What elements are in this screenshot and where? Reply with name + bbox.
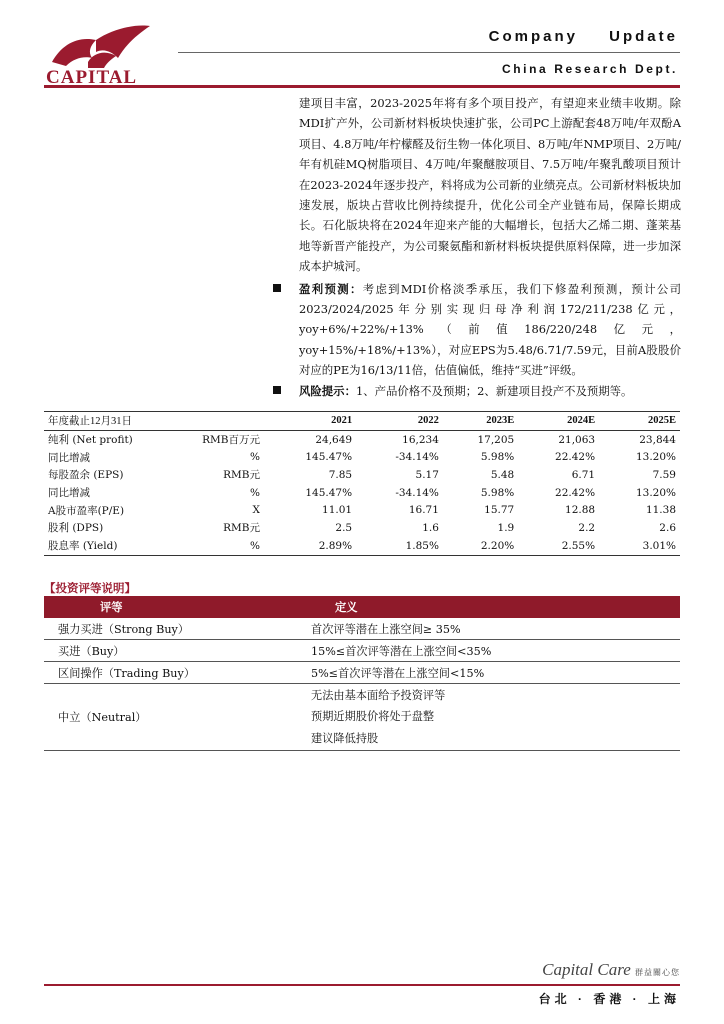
cell-value: 11.38 <box>645 504 676 517</box>
footer-cities: 台北 · 香港 · 上海 <box>538 992 680 1006</box>
cell-value: 5.98% <box>480 451 515 464</box>
definition-line: 无法由基本面给予投资评等 <box>311 688 446 702</box>
financial-header-row <box>44 412 680 431</box>
cell-value: 7.59 <box>652 468 676 481</box>
rating-row <box>44 662 680 684</box>
cell-value: -34.14% <box>395 486 439 499</box>
row-label: 纯利 (Net profit) <box>48 434 133 447</box>
row-label: 股利 (DPS) <box>48 522 104 535</box>
fiscal-year-label: 年度截止12月31日 <box>44 412 194 431</box>
table-row <box>44 430 680 448</box>
unit-header <box>194 412 264 431</box>
cell-value: 3.01% <box>599 537 680 555</box>
year-header: 2023E <box>443 412 518 431</box>
cell-value: 2.5 <box>335 521 353 534</box>
year-header: 2025E <box>599 412 680 431</box>
cell-value: 15.77 <box>484 504 515 517</box>
cell-value: 5.98% <box>480 486 515 499</box>
row-unit: X <box>252 504 260 517</box>
rating-definitions-table <box>44 596 680 751</box>
cell-value: 145.47% <box>305 451 353 464</box>
footer-brand <box>542 960 680 980</box>
row-unit: RMB元 <box>223 522 260 535</box>
bullet-square-icon <box>273 284 281 292</box>
rating-definition <box>297 684 680 751</box>
cell-value: 2.20% <box>443 537 518 555</box>
row-unit: % <box>194 537 264 555</box>
footer-red-rule <box>44 984 680 986</box>
earnings-forecast-text: 考虑到MDI价格淡季承压，我们下修盈利预测，预计公司2023/2024/2025年分别实现归母净利润172/211/238亿元，yoy+6%/+22%/+13%（前值186/220/248亿元，yoy+15%/+18%/+13%），对应EPS为5.48/6.71/7.59元，目前A股股价对应的PE为16/13/11倍，估值偏低，维持“买进”评级。 <box>299 281 681 378</box>
rating-header-row <box>44 596 680 618</box>
table-row <box>44 484 680 502</box>
footer-brand-chinese: 群益關心您 <box>635 968 680 977</box>
cell-value: 13.20% <box>635 451 676 464</box>
rating-name: 区间操作（Trading Buy） <box>44 662 297 684</box>
rating-definition: 15%≤首次评等潜在上涨空间<35% <box>297 640 680 662</box>
row-unit: % <box>250 486 260 499</box>
cell-value: 7.85 <box>328 468 353 481</box>
earnings-forecast-label: 盈利预测： <box>299 281 363 296</box>
cell-value: 1.6 <box>422 521 439 534</box>
rating-definition: 5%≤首次评等潜在上涨空间<15% <box>297 662 680 684</box>
risk-label: 风险提示： <box>299 383 356 398</box>
row-unit: % <box>250 451 260 464</box>
rating-definition: 首次评等潜在上涨空间≥ 35% <box>297 618 680 640</box>
definition-line: 预期近期股价将处于盘整 <box>311 710 435 724</box>
footer-brand-name: Capital Care <box>542 960 631 979</box>
report-type-title: Company Update <box>488 28 678 45</box>
definition-line: 建议降低持股 <box>311 731 379 745</box>
row-unit: RMB元 <box>223 469 260 482</box>
rating-name: 强力买进（Strong Buy） <box>44 618 297 640</box>
year-header: 2021 <box>264 412 356 431</box>
row-unit: RMB百万元 <box>202 434 260 447</box>
cell-value: 22.42% <box>555 451 596 464</box>
risk-text: 1、产品价格不及预期；2、新建项目投产不及预期等。 <box>355 383 633 398</box>
header-red-rule <box>44 85 680 88</box>
rating-row <box>44 618 680 640</box>
analysis-text <box>299 93 681 401</box>
header-divider <box>178 52 680 53</box>
table-row <box>44 537 680 555</box>
row-label: 同比增减 <box>48 487 90 500</box>
rating-name: 买进（Buy） <box>44 640 297 662</box>
cell-value: 145.47% <box>305 486 353 499</box>
cell-value: 5.17 <box>415 468 439 481</box>
row-label: 股息率 (Yield) <box>44 537 194 555</box>
cell-value: 11.01 <box>322 504 353 517</box>
cell-value: 5.48 <box>490 468 515 481</box>
cell-value: 22.42% <box>555 486 596 499</box>
year-header: 2022 <box>356 412 443 431</box>
risk-bullet <box>299 381 681 401</box>
cell-value: 6.71 <box>571 468 596 481</box>
cell-value: 2.89% <box>264 537 356 555</box>
financial-summary-table <box>44 411 680 556</box>
cell-value: 2.6 <box>659 521 676 534</box>
table-row <box>44 466 680 484</box>
cell-value: 21,063 <box>558 433 596 446</box>
logo-wordmark: CAPITAL <box>46 67 138 88</box>
rating-column-header: 评等 <box>44 596 297 618</box>
cell-value: 16.71 <box>408 504 439 517</box>
cell-value: 24,649 <box>315 433 353 446</box>
rating-name: 中立（Neutral） <box>44 684 297 751</box>
department-subtitle: China Research Dept. <box>501 62 678 76</box>
cell-value: 16,234 <box>402 433 439 446</box>
cell-value: 17,205 <box>477 433 515 446</box>
cell-value: 1.85% <box>356 537 443 555</box>
definition-column-header: 定义 <box>297 596 680 618</box>
analysis-paragraph: 建项目丰富，2023-2025年将有多个项目投产，有望迎来业绩丰收期。除MDI扩产外，公司新材料板块快速扩张，公司PC上游配套48万吨/年双酚A项目、4.8万吨/年柠檬醛及衍生物一体化项目、8万吨/年NMP项目、2万吨/年有机硅MQ树脂项目、4万吨/年聚醚胺项目、7.5万吨/年聚乳酸项目预计在2023-2024年逐步投产，料将成为公司新的业绩亮点。公司新材料板块加速发展，版块占营收比例持续提升，优化公司全产业链布局，保障长期成长。石化版块将在2024年迎来产能的大幅增长，包括大乙烯二期、蓬莱基地等新晋产能投产，为公司聚氨酯和新材料板块提供原料保障，进一步加深成本护城河。 <box>299 96 681 274</box>
year-header: 2024E <box>518 412 599 431</box>
cell-value: 2.55% <box>518 537 599 555</box>
cell-value: 13.20% <box>635 486 676 499</box>
table-row <box>44 448 680 466</box>
row-label: 每股盈余 (EPS) <box>48 469 124 482</box>
table-row <box>44 501 680 519</box>
cell-value: 23,844 <box>639 433 676 446</box>
earnings-forecast-bullet <box>299 279 681 381</box>
rating-section-title: 【投资评等说明】 <box>44 583 136 595</box>
rating-row <box>44 684 680 751</box>
row-label: 同比增减 <box>48 451 90 464</box>
bullet-square-icon <box>273 386 281 394</box>
cell-value: 1.9 <box>497 521 515 534</box>
row-label: A股市盈率(P/E) <box>48 504 125 517</box>
rating-row <box>44 640 680 662</box>
cell-value: 2.2 <box>578 521 596 534</box>
cell-value: 12.88 <box>565 504 596 517</box>
cell-value: -34.14% <box>395 451 439 464</box>
table-row <box>44 519 680 537</box>
